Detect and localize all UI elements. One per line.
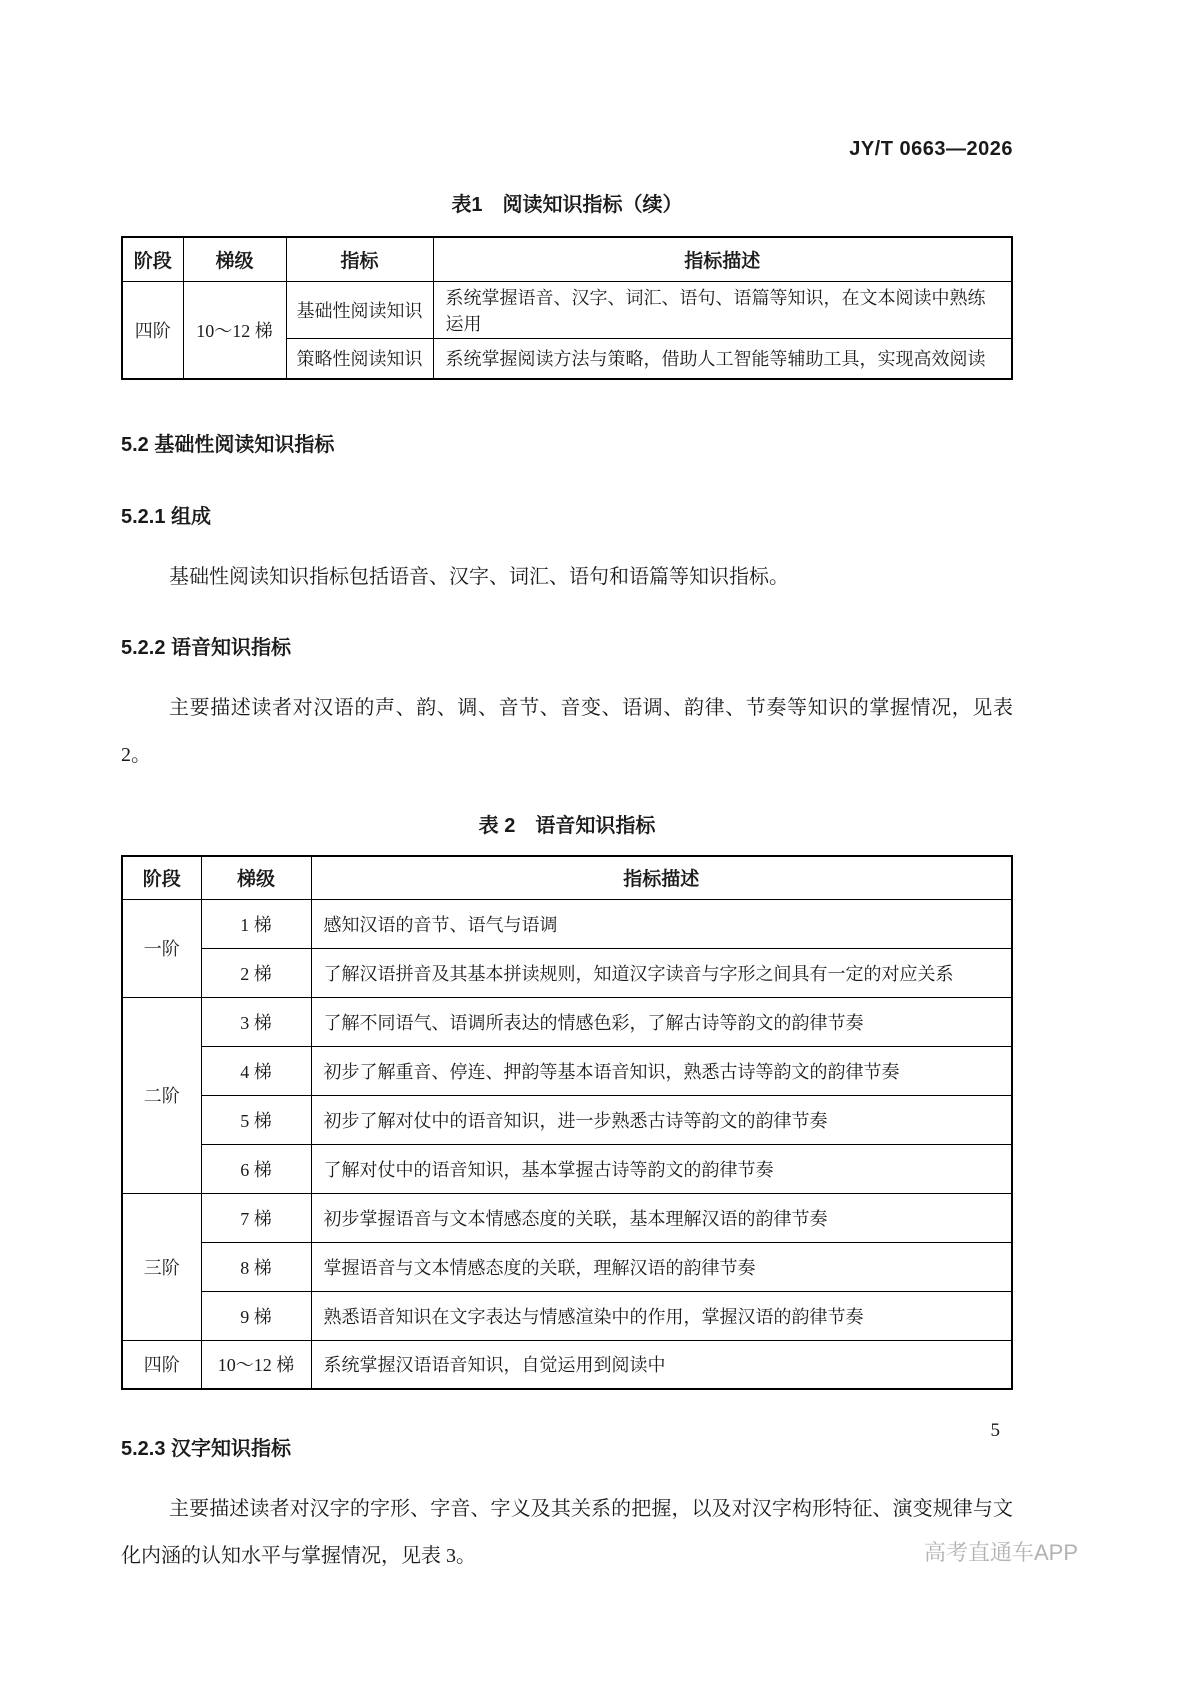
table2-desc-cell: 初步了解重音、停连、押韵等基本语音知识，熟悉古诗等韵文的韵律节奏 [311, 1046, 1012, 1095]
table1-stage-cell: 四阶 [122, 281, 183, 379]
table1-header-row [122, 237, 1012, 281]
table2-ladder-cell: 8 梯 [201, 1242, 311, 1291]
section-heading-5-2-3: 5.2.3 汉字知识指标 [121, 1438, 292, 1460]
table2-desc-cell: 了解汉语拼音及其基本拼读规则，知道汉字读音与字形之间具有一定的对应关系 [311, 948, 1012, 997]
table-row [122, 1095, 1012, 1144]
table2-header-desc: 指标描述 [311, 856, 1012, 899]
table-row [122, 1144, 1012, 1193]
table1-header-stage: 阶段 [122, 237, 183, 281]
table2-stage-cell: 二阶 [122, 997, 201, 1193]
table2-ladder-cell: 6 梯 [201, 1144, 311, 1193]
table2-desc-cell: 初步了解对仗中的语音知识，进一步熟悉古诗等韵文的韵律节奏 [311, 1095, 1012, 1144]
table2-desc-cell: 初步掌握语音与文本情感态度的关联，基本理解汉语的韵律节奏 [311, 1193, 1012, 1242]
doc-code: JY/T 0663—2026 [849, 138, 1013, 160]
table1-indicator-cell: 基础性阅读知识 [286, 281, 433, 338]
table2 [121, 855, 1013, 1390]
table2-header-ladder: 梯级 [201, 856, 311, 899]
table2-stage-cell: 四阶 [122, 1340, 201, 1389]
table-row [122, 899, 1012, 948]
table2-ladder-cell: 2 梯 [201, 948, 311, 997]
section-heading-5-2: 5.2 基础性阅读知识指标 [121, 434, 335, 456]
table2-ladder-cell: 10～12 梯 [201, 1340, 311, 1389]
table2-ladder-cell: 5 梯 [201, 1095, 311, 1144]
table2-ladder-cell: 9 梯 [201, 1291, 311, 1340]
table1-header-indicator: 指标 [286, 237, 433, 281]
table2-stage-cell: 三阶 [122, 1193, 201, 1340]
table2-header-row [122, 856, 1012, 899]
page-content [121, 0, 1013, 1580]
table2-desc-cell: 了解对仗中的语音知识，基本掌握古诗等韵文的韵律节奏 [311, 1144, 1012, 1193]
table2-ladder-cell: 1 梯 [201, 899, 311, 948]
table2-stage-cell: 一阶 [122, 899, 201, 997]
table1-ladder-cell: 10～12 梯 [183, 281, 286, 379]
table2-desc-cell: 系统掌握汉语语音知识，自觉运用到阅读中 [311, 1340, 1012, 1389]
watermark: 高考直通车APP [923, 1540, 1078, 1565]
paragraph-5-2-1: 基础性阅读知识指标包括语音、汉字、词汇、语句和语篇等知识指标。 [169, 566, 789, 588]
table1-desc-cell: 系统掌握阅读方法与策略，借助人工智能等辅助工具，实现高效阅读 [433, 338, 1012, 379]
table2-desc-cell: 掌握语音与文本情感态度的关联，理解汉语的韵律节奏 [311, 1242, 1012, 1291]
table-row [122, 997, 1012, 1046]
section-heading-5-2-2: 5.2.2 语音知识指标 [121, 637, 292, 659]
table2-title: 表 2 语音知识指标 [478, 815, 656, 837]
table1-desc-cell: 系统掌握语音、汉字、词汇、语句、语篇等知识，在文本阅读中熟练运用 [433, 281, 1012, 338]
table2-ladder-cell: 3 梯 [201, 997, 311, 1046]
table2-desc-cell: 感知汉语的音节、语气与语调 [311, 899, 1012, 948]
table-row [122, 281, 1012, 338]
table1-header-desc: 指标描述 [433, 237, 1012, 281]
table-row [122, 948, 1012, 997]
table2-ladder-cell: 4 梯 [201, 1046, 311, 1095]
table-row [122, 1046, 1012, 1095]
table2-desc-cell: 熟悉语音知识在文字表达与情感渲染中的作用，掌握汉语的韵律节奏 [311, 1291, 1012, 1340]
table2-desc-cell: 了解不同语气、语调所表达的情感色彩，了解古诗等韵文的韵律节奏 [311, 997, 1012, 1046]
table-row [122, 1193, 1012, 1242]
table1 [121, 236, 1013, 380]
table2-ladder-cell: 7 梯 [201, 1193, 311, 1242]
table-row [122, 1340, 1012, 1389]
table-row [122, 1291, 1012, 1340]
table1-title: 表1 阅读知识指标（续） [451, 194, 683, 216]
table1-indicator-cell: 策略性阅读知识 [286, 338, 433, 379]
section-heading-5-2-1: 5.2.1 组成 [121, 506, 212, 528]
page-number: 5 [990, 1420, 1000, 1441]
table2-header-stage: 阶段 [122, 856, 201, 899]
paragraph-5-2-2: 主要描述读者对汉语的声、韵、调、音节、音变、语调、韵律、节奏等知识的掌握情况，见表 2。 [121, 697, 1013, 766]
paragraph-5-2-3: 主要描述读者对汉字的字形、字音、字义及其关系的把握，以及对汉字构形特征、演变规律与文化内涵的认知水平与掌握情况，见表 3。 [121, 1498, 1013, 1567]
table1-header-ladder: 梯级 [183, 237, 286, 281]
table-row [122, 1242, 1012, 1291]
